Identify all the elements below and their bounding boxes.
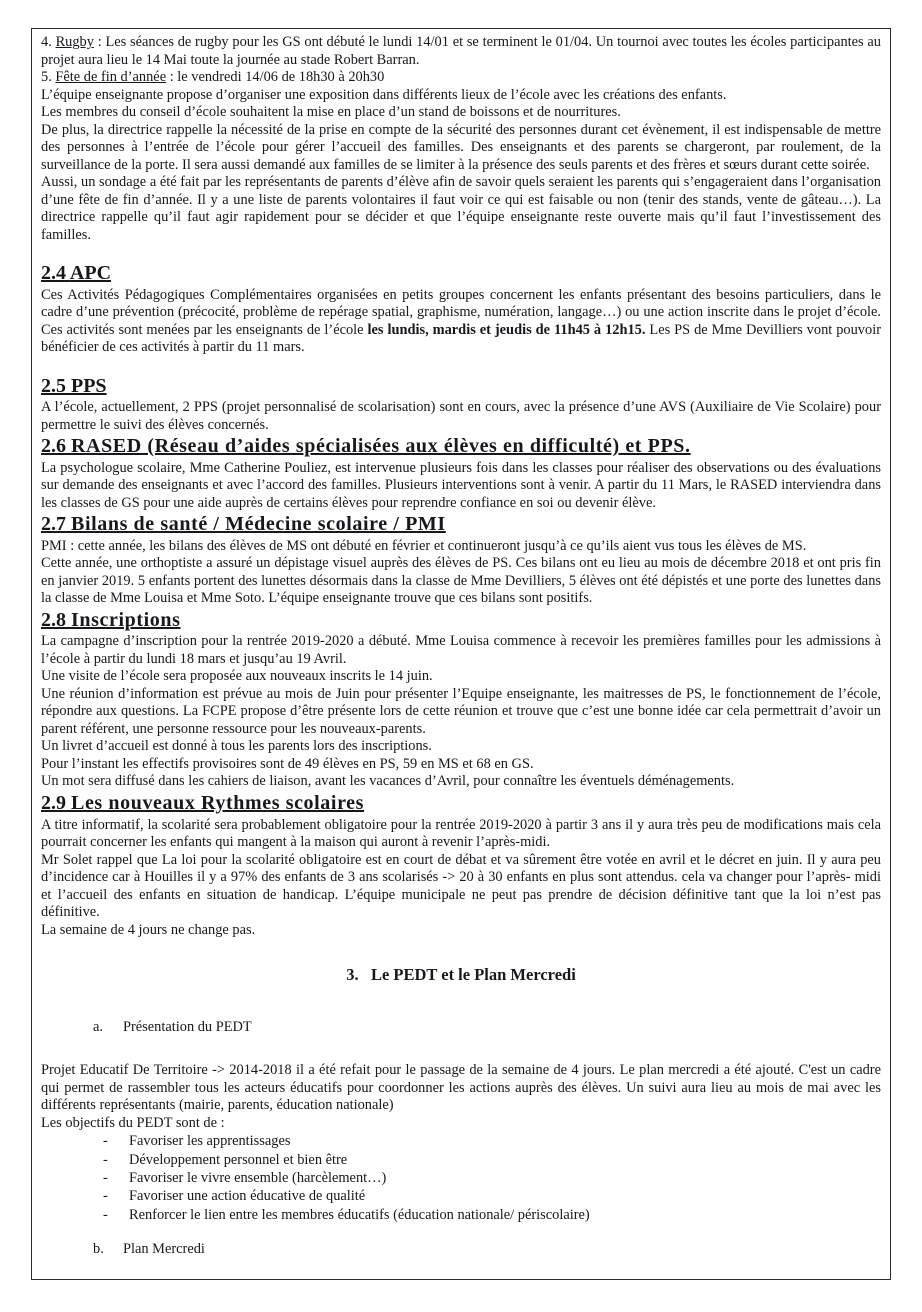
item-fete	[41, 69, 881, 87]
heading-inscriptions	[41, 608, 881, 634]
chapter-title: Le PEDT et le Plan Mercredi	[370, 965, 576, 985]
subsection-a	[41, 1019, 881, 1036]
spacer	[41, 357, 881, 374]
heading-rased-number: 2.6	[41, 435, 71, 458]
item-rugby	[41, 34, 881, 69]
paragraph-effectifs: Pour l’instant les effectifs provisoires sont de 49 élèves en PS, 59 en MS et 68 en GS.	[41, 755, 534, 772]
heading-pps-number: 2.5	[41, 374, 71, 397]
paragraph-campagne: La campagne d’inscription pour la rentrée 2019-2020 a débuté. Mme Louisa commence à recevoir les premières familles pour les admissions à l’école à partir du lundi 18 mars et jusqu’au 19 Avril.	[41, 633, 881, 667]
spacer	[41, 985, 881, 1019]
subsection-b	[41, 1241, 881, 1258]
paragraph-reunion: Une réunion d’information est prévue au mois de Juin pour présenter l’Equipe enseignante, les maitresses de PS, le fonctionnement de l’école, répondre aux questions. La FCPE propose d’être présente lors de cette réunion et trouve que c’est une bonne idée car cela permettrait d’avoir un parent référent, une personne ressource pour les nouveaux-parents.	[41, 685, 881, 737]
paragraph-pmi: PMI : cette année, les bilans des élèves de MS ont débuté en février et continueront jusqu’à ce qu’ils aient vus tous les élèves de MS.	[41, 537, 807, 554]
heading-pps-label: PPS	[71, 374, 107, 397]
list-item: - Favoriser une action éducative de qualité	[41, 1187, 881, 1205]
heading-rased-label: RASED (Réseau d’aides spécialisées aux élèves en difficulté) et PPS.	[71, 435, 691, 458]
subsection-b-letter: b.	[93, 1241, 104, 1258]
heading-apc-number: 2.4	[41, 262, 70, 284]
paragraph-pps: A l’école, actuellement, 2 PPS (projet personnalisé de scolarisation) sont en cours, avec la présence d’une AVS (Auxiliaire de Vie Scolaire) pour permettre le suivi des élèves concernés.	[41, 399, 881, 433]
paragraph-semaine: La semaine de 4 jours ne change pas.	[41, 921, 256, 938]
heading-rythmes-number: 2.9	[41, 791, 71, 814]
heading-inscriptions-number: 2.8	[41, 608, 71, 631]
paragraph-orthoptiste: Cette année, une orthoptiste a assuré un dépistage visuel auprès des élèves de PS. Ces bilans ont eu lieu au mois de décembre 2018 et ont pris fin en janvier 2019. 5 enfants portent des lunettes désormais dans la classe de Mme Devilliers, 5 élèves ont été dépistés et une porte des lunettes dans la classe de Mme Louisa et Mme Soto. L’équipe enseignante trouve que ces bilans sont positifs.	[41, 555, 881, 607]
paragraph-sondage: Aussi, un sondage a été fait par les représentants de parents d’élève afin de savoir quels seraient les parents qui s’engageraient dans l’organisation d’une fête de fin d’année. Il y a une liste de parents volontaires il faut voir ce qui est faisable ou non (tenir des stands, vente de gâteau…). La directrice rappelle qu’il faut agir rapidement pour se décider et que l’équipe enseignante reste ouverte mais qu’il faut l’investissement des familles.	[41, 174, 881, 243]
item-fete-number: 5.	[41, 69, 52, 85]
paragraph-securite: De plus, la directrice rappelle la nécessité de la prise en compte de la sécurité des personnes durant cet évènement, il est indispensable de mettre des personnes à l’entrée de l’école pour gérer l’accueil des familles. Des enseignants et des parents se chargeront, par roulement, de la surveillance de la porte. Il sera aussi demandé aux familles de se limiter à la présence des seuls parents et des frères et sœurs durant cette soirée.	[41, 121, 881, 173]
paragraph-apc-bold: les lundis, mardis et jeudis de 11h45 à 12h15.	[367, 321, 646, 338]
heading-apc-label: APC	[69, 262, 112, 284]
item-fete-label: Fête de fin d’année	[55, 69, 167, 85]
item-rugby-number: 4.	[41, 34, 52, 50]
heading-apc	[41, 261, 881, 287]
spacer	[41, 939, 881, 965]
paragraph-pedt: Projet Educatif De Territoire -> 2014-2018 il a été refait pour le passage de la semaine de 4 jours. Le plan mercredi a été ajouté. C'est un cadre qui permet de rassembler tous les acteurs éducatifs pour coordonner les actions auprès des élèves. Un suivi aura lieu au mois de mai avec les différents représentants (mairie, parents, éducation nationale)	[41, 1062, 881, 1114]
paragraph-apc-part2: Les PS de Mme Devilliers vont pouvoir bénéficier de ces activités à partir du 11 mars.	[41, 321, 881, 356]
heading-inscriptions-label: Inscriptions	[71, 608, 181, 631]
chapter-heading-3	[41, 965, 881, 985]
paragraph-apc	[41, 287, 881, 357]
heading-bilans-label: Bilans de santé / Médecine scolaire / PMI	[71, 513, 446, 536]
document-page	[31, 28, 891, 1280]
paragraph-exposition: L’équipe enseignante propose d’organiser une exposition dans différents lieux de l’école avec les créations des enfants.	[41, 86, 727, 103]
spacer	[41, 1224, 881, 1241]
item-fete-text: : le vendredi 14/06 de 18h30 à 20h30	[166, 69, 385, 85]
paragraph-solet: Mr Solet rappel que La loi pour la scolarité obligatoire est en court de débat et va sûrement être votée en avril et le décret en juin. Il y aura peu d’incidence car à Houilles il y a 97% des enfants de 3 ans scolarisés -> 20 à 30 enfants en plus sont attendus. cela va changer pour l’après- midi et l’accueil des enfants en situation de handicap. L’équipe municipale ne peut pas prendre de décision définitive tant que la loi n’est pas définitive.	[41, 851, 881, 921]
spacer	[41, 244, 881, 261]
heading-rythmes-label: Les nouveaux Rythmes scolaires	[71, 791, 365, 814]
page-content	[32, 29, 890, 1259]
heading-bilans-number: 2.7	[41, 513, 71, 536]
item-rugby-label: Rugby	[55, 34, 94, 50]
item-rugby-text: : Les séances de rugby pour les GS ont débuté le lundi 14/01 et se terminent le 01/04. Un tournoi avec toutes les écoles participantes au projet aura lieu le 14 Mai toute la journée au stade Robert Barran.	[41, 34, 881, 68]
list-item: - Favoriser le vivre ensemble (harcèlement…)	[41, 1169, 881, 1187]
subsection-a-title: Présentation du PEDT	[123, 1018, 252, 1035]
list-item: - Développement personnel et bien être	[41, 1151, 881, 1169]
heading-rased	[41, 434, 881, 460]
list-item: - Renforcer le lien entre les membres éducatifs (éducation nationale/ périscolaire)	[41, 1206, 881, 1224]
paragraph-rased: La psychologue scolaire, Mme Catherine Pouliez, est intervenue plusieurs fois dans les classes pour réaliser des observations ou des évaluations sur demande des enseignants et avec l’accord des familles. Plusieurs interventions sont à venir. A partir du 11 Mars, le RASED interviendra dans les classes de GS pour une aide auprès de certains élèves pour reprendre confiance en soi ou devenir élève.	[41, 459, 881, 511]
paragraph-visite: Une visite de l’école sera proposée aux nouveaux inscrits le 14 juin.	[41, 668, 433, 685]
paragraph-stand: Les membres du conseil d’école souhaitent la mise en place d’un stand de boissons et de nourritures.	[41, 104, 621, 120]
paragraph-livret: Un livret d’accueil est donné à tous les parents lors des inscriptions.	[41, 738, 432, 755]
subsection-b-title: Plan Mercredi	[123, 1241, 205, 1258]
paragraph-scolarite: A titre informatif, la scolarité sera probablement obligatoire pour la rentrée 2019-2020 à partir 3 ans il y aura très peu de modifications mais cela pourrait concerner les enfants qui mangent à la maison qui auront à revenir l’après-midi.	[41, 816, 881, 851]
list-item: - Favoriser les apprentissages	[41, 1132, 881, 1150]
paragraph-apc-part1: Ces Activités Pédagogiques Complémentaires organisées en petits groupes concernent les enfants présentant des besoins particuliers, dans le cadre d’une prévention (précocité, problème de repérage spatial, graphisme, numération, langage…) ou une action inscrite dans le projet d’école. Ces activités sont menées par les enseignants de l’école	[41, 286, 881, 338]
subsection-a-letter: a.	[93, 1018, 103, 1035]
chapter-number: 3.	[346, 965, 359, 985]
heading-rythmes	[41, 791, 881, 817]
paragraph-objectifs-intro: Les objectifs du PEDT sont de :	[41, 1114, 225, 1131]
objectifs-list	[41, 1132, 881, 1224]
spacer	[41, 1036, 881, 1062]
paragraph-cahiers: Un mot sera diffusé dans les cahiers de liaison, avant les vacances d’Avril, pour connaître les éventuels déménagements.	[41, 773, 735, 790]
heading-pps	[41, 374, 881, 400]
heading-bilans	[41, 512, 881, 538]
